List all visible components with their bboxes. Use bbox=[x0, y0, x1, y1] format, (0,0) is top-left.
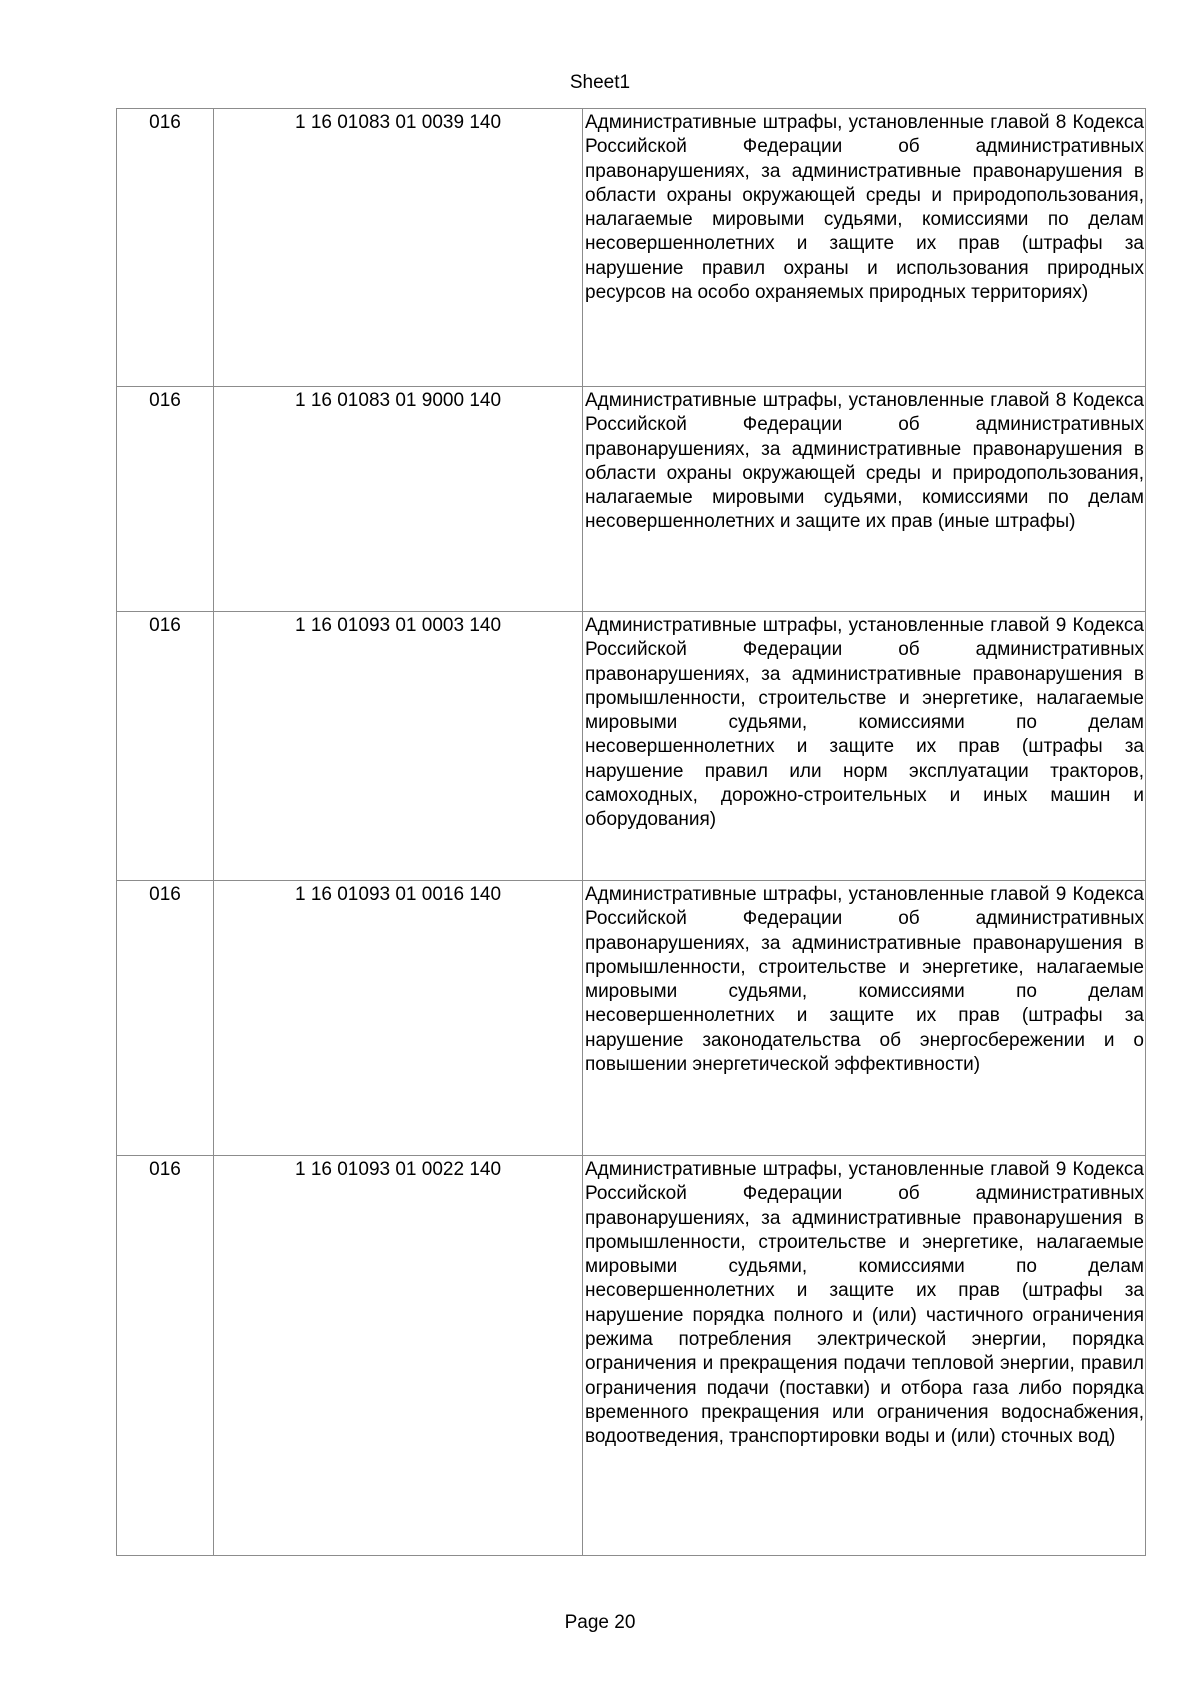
table-row bbox=[117, 881, 1146, 1156]
admin-code-cell: 016 bbox=[117, 109, 214, 387]
table-row bbox=[117, 109, 1146, 387]
budget-code-table bbox=[116, 108, 1146, 1556]
kbk-cell: 1 16 01093 01 0022 140 bbox=[214, 1156, 583, 1556]
kbk-cell: 1 16 01093 01 0003 140 bbox=[214, 612, 583, 881]
table-row bbox=[117, 387, 1146, 612]
description-cell: Административные штрафы, установленные главой 9 Кодекса Российской Федерации об административных правонарушениях, за административные правонарушения в промышленности, строительстве и энергетике, налагаемые мировыми судьями, комиссиями по делам несовершеннолетних и защите их прав (штрафы за нарушение порядка полного и (или) частичного ограничения режима потребления электрической энергии, порядка ограничения и прекращения подачи тепловой энергии, правил ограничения подачи (поставки) и отбора газа либо порядка временного прекращения или ограничения водоснабжения, водоотведения, транспортировки воды и (или) сточных вод) bbox=[583, 1156, 1146, 1556]
sheet-title: Sheet1 bbox=[569, 72, 631, 93]
admin-code-cell: 016 bbox=[117, 387, 214, 612]
kbk-cell: 1 16 01083 01 9000 140 bbox=[214, 387, 583, 612]
admin-code-cell: 016 bbox=[117, 612, 214, 881]
table-row bbox=[117, 612, 1146, 881]
description-cell: Административные штрафы, установленные главой 8 Кодекса Российской Федерации об административных правонарушениях, за административные правонарушения в области охраны окружающей среды и природопользования, налагаемые мировыми судьями, комиссиями по делам несовершеннолетних и защите их прав (иные штрафы) bbox=[583, 387, 1146, 612]
admin-code-cell: 016 bbox=[117, 1156, 214, 1556]
page-number: Page 20 bbox=[564, 1612, 636, 1633]
description-cell: Административные штрафы, установленные главой 8 Кодекса Российской Федерации об административных правонарушениях, за административные правонарушения в области охраны окружающей среды и природопользования, налагаемые мировыми судьями, комиссиями по делам несовершеннолетних и защите их прав (штрафы за нарушение правил охраны и использования природных ресурсов на особо охраняемых природных территориях) bbox=[583, 109, 1146, 387]
description-cell: Административные штрафы, установленные главой 9 Кодекса Российской Федерации об административных правонарушениях, за административные правонарушения в промышленности, строительстве и энергетике, налагаемые мировыми судьями, комиссиями по делам несовершеннолетних и защите их прав (штрафы за нарушение правил или норм эксплуатации тракторов, самоходных, дорожно-строительных и иных машин и оборудования) bbox=[583, 612, 1146, 881]
admin-code-cell: 016 bbox=[117, 881, 214, 1156]
table-row bbox=[117, 1156, 1146, 1556]
kbk-cell: 1 16 01093 01 0016 140 bbox=[214, 881, 583, 1156]
description-cell: Административные штрафы, установленные главой 9 Кодекса Российской Федерации об административных правонарушениях, за административные правонарушения в промышленности, строительстве и энергетике, налагаемые мировыми судьями, комиссиями по делам несовершеннолетних и защите их прав (штрафы за нарушение законодательства об энергосбережении и о повышении энергетической эффективности) bbox=[583, 881, 1146, 1156]
kbk-cell: 1 16 01083 01 0039 140 bbox=[214, 109, 583, 387]
